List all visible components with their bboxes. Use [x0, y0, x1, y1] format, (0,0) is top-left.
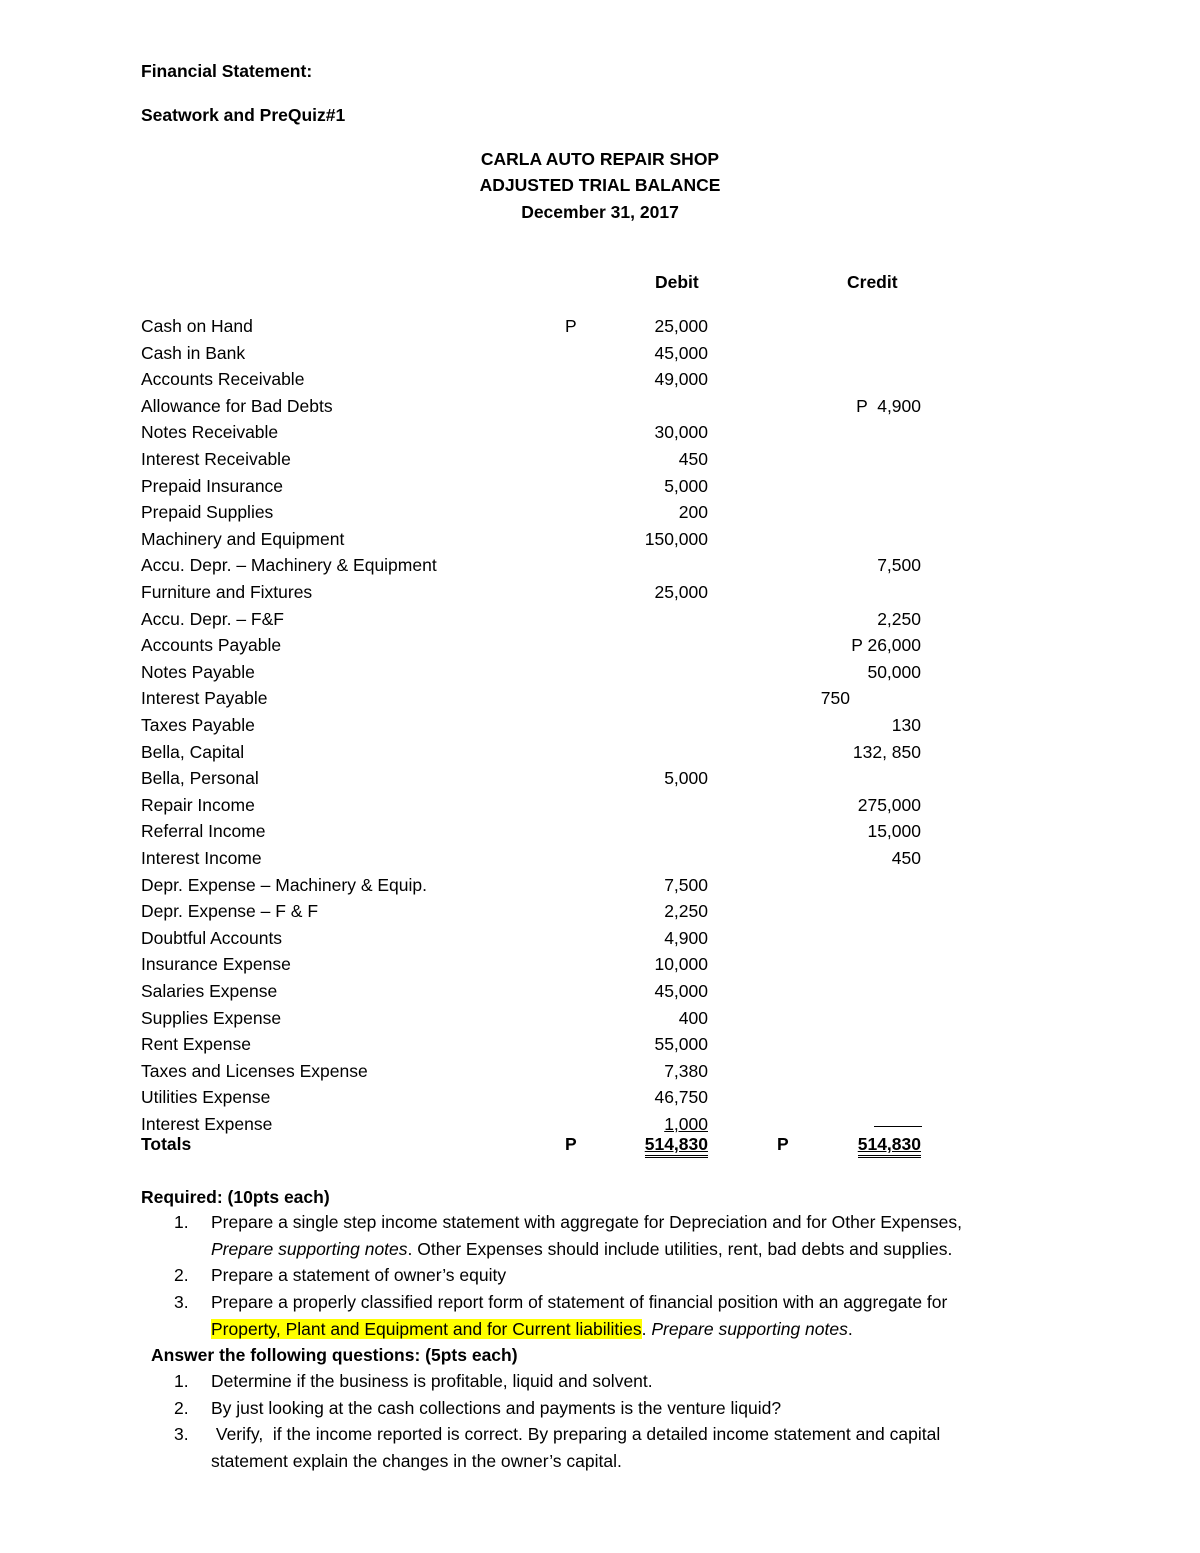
table-row — [0, 714, 1200, 740]
credit-subtotal-line — [874, 1126, 922, 1127]
table-row — [0, 741, 1200, 767]
account-name: Prepaid Supplies — [141, 502, 274, 523]
account-name: Notes Payable — [141, 661, 255, 682]
credit-amount: 275,000 — [857, 794, 921, 815]
credit-column-header: Credit — [847, 272, 898, 292]
company-name: CARLA AUTO REPAIR SHOP — [480, 149, 720, 169]
debit-amount: 450 — [678, 449, 708, 469]
required-item-text: Prepare a statement of owner’s equity — [211, 1265, 507, 1286]
credit-amount: 50,000 — [867, 661, 921, 682]
table-row — [0, 608, 1200, 634]
table-row — [0, 794, 1200, 820]
table-row — [0, 927, 1200, 953]
debit-amount: 25,000 — [654, 582, 708, 602]
table-row — [0, 554, 1200, 580]
table-row — [0, 634, 1200, 660]
debit-amount: 7,500 — [664, 874, 708, 895]
required-heading: Required: (10pts each) — [141, 1187, 330, 1207]
debit-amount: 5,000 — [664, 475, 708, 496]
account-name: Cash on Hand — [141, 316, 253, 336]
totals-debit-peso: P — [565, 1134, 577, 1154]
table-row — [0, 820, 1200, 846]
required-list — [174, 1209, 962, 1343]
document-title: Financial Statement: — [141, 61, 313, 81]
debit-column-header: Debit — [655, 272, 699, 292]
question-text: statement explain the changes in the owner’s capital. — [211, 1451, 622, 1472]
required-item-number: 1. — [174, 1212, 189, 1232]
question-text: By just looking at the cash collections and payments is the venture liquid? — [211, 1397, 782, 1418]
account-name: Utilities Expense — [141, 1087, 271, 1108]
required-item — [174, 1289, 962, 1342]
required-item-text: Prepare a properly classified report form of statement of financial position with an aggregate for — [211, 1292, 948, 1313]
credit-amount: 130 — [891, 715, 921, 735]
credit-amount: 450 — [891, 848, 921, 868]
report-date: December 31, 2017 — [521, 202, 679, 222]
account-name: Rent Expense — [141, 1034, 251, 1055]
table-row — [0, 900, 1200, 926]
table-row — [0, 767, 1200, 793]
table-row — [0, 874, 1200, 900]
account-name: Interest Expense — [141, 1114, 273, 1134]
required-item-number: 3. — [174, 1292, 189, 1313]
account-name: Furniture and Fixtures — [141, 582, 313, 602]
debit-amount: 7,380 — [664, 1060, 708, 1081]
table-row — [0, 687, 1200, 713]
account-name: Interest Payable — [141, 688, 268, 709]
table-row — [0, 581, 1200, 607]
highlighted-text: Property, Plant and Equipment and for Current liabilities — [211, 1318, 642, 1339]
table-row — [0, 475, 1200, 501]
account-name: Accu. Depr. – F&F — [141, 608, 284, 629]
question-item — [174, 1368, 940, 1395]
account-name: Doubtful Accounts — [141, 927, 283, 948]
question-text: Determine if the business is profitable, liquid and solvent. — [211, 1371, 653, 1391]
table-row — [0, 1033, 1200, 1059]
account-name: Supplies Expense — [141, 1007, 282, 1028]
debit-amount: 400 — [678, 1007, 708, 1028]
debit-amount: 45,000 — [654, 981, 708, 1001]
totals-debit: 514,830 — [645, 1133, 708, 1158]
question-item — [174, 1421, 941, 1474]
credit-amount: 132, 850 — [852, 741, 921, 762]
account-name: Accu. Depr. – Machinery & Equipment — [141, 555, 437, 576]
credit-amount: 750 — [820, 688, 850, 709]
table-row — [0, 501, 1200, 527]
table-row — [0, 315, 1200, 341]
account-name: Depr. Expense – Machinery & Equip. — [141, 874, 427, 895]
account-name: Prepaid Insurance — [141, 475, 284, 496]
question-number: 2. — [174, 1397, 189, 1418]
required-item-number: 2. — [174, 1265, 189, 1286]
totals-credit-peso: P — [777, 1134, 789, 1154]
account-name: Interest Receivable — [141, 449, 291, 469]
questions-heading: Answer the following questions: (5pts each) — [151, 1345, 518, 1365]
question-item — [174, 1395, 940, 1422]
table-row — [0, 421, 1200, 447]
debit-amount: 1,000 — [664, 1114, 708, 1134]
account-name: Bella, Personal — [141, 768, 259, 789]
debit-peso-sign: P — [565, 316, 577, 336]
table-row — [0, 342, 1200, 368]
credit-amount: P 26,000 — [851, 635, 921, 656]
totals-row — [0, 1133, 1200, 1159]
question-number: 1. — [174, 1371, 189, 1391]
debit-amount: 150,000 — [644, 528, 708, 549]
required-item-text: . — [641, 1318, 652, 1339]
required-item-italic: Prepare supporting notes — [651, 1318, 848, 1339]
debit-amount: 46,750 — [654, 1087, 708, 1108]
account-name: Taxes and Licenses Expense — [141, 1060, 368, 1081]
account-name: Interest Income — [141, 848, 262, 868]
table-row — [0, 1060, 1200, 1086]
credit-amount: 2,250 — [877, 608, 921, 629]
account-name: Machinery and Equipment — [141, 528, 345, 549]
account-name: Salaries Expense — [141, 981, 278, 1001]
debit-amount: 49,000 — [654, 369, 708, 390]
question-text: Verify, if the income reported is correct. By preparing a detailed income statement and capital — [211, 1424, 941, 1445]
account-name: Notes Receivable — [141, 422, 279, 443]
totals-label: Totals — [141, 1134, 192, 1154]
account-name: Repair Income — [141, 794, 255, 815]
debit-amount: 30,000 — [654, 422, 708, 443]
table-row — [0, 847, 1200, 873]
debit-amount: 200 — [678, 502, 708, 523]
required-item — [174, 1209, 962, 1262]
table-row — [0, 980, 1200, 1006]
debit-amount: 55,000 — [654, 1034, 708, 1055]
table-row — [0, 368, 1200, 394]
account-name: Insurance Expense — [141, 954, 291, 975]
credit-amount: 15,000 — [867, 821, 921, 842]
document-subtitle: Seatwork and PreQuiz#1 — [141, 105, 346, 125]
table-row — [0, 528, 1200, 554]
credit-amount: P 4,900 — [856, 395, 921, 416]
table-row — [0, 661, 1200, 687]
account-name: Accounts Payable — [141, 635, 282, 656]
debit-amount: 2,250 — [664, 901, 708, 922]
account-name: Cash in Bank — [141, 342, 246, 363]
question-number: 3. — [174, 1424, 189, 1445]
required-item-text: Prepare a single step income statement with aggregate for Depreciation and for Other Expenses, — [211, 1212, 962, 1232]
table-row — [0, 1007, 1200, 1033]
questions-list — [174, 1368, 941, 1475]
credit-amount: 7,500 — [877, 555, 921, 576]
table-row — [0, 953, 1200, 979]
account-name: Accounts Receivable — [141, 369, 305, 390]
debit-amount: 45,000 — [654, 342, 708, 363]
required-item-text: . Other Expenses should include utilities, rent, bad debts and supplies. — [407, 1238, 953, 1259]
table-row — [0, 1086, 1200, 1112]
debit-amount: 25,000 — [654, 316, 708, 336]
account-name: Bella, Capital — [141, 741, 245, 762]
table-row — [0, 395, 1200, 421]
required-item — [174, 1262, 962, 1289]
report-name: ADJUSTED TRIAL BALANCE — [479, 175, 721, 195]
account-name: Taxes Payable — [141, 715, 255, 735]
account-name: Referral Income — [141, 821, 266, 842]
debit-amount: 5,000 — [664, 768, 708, 789]
required-item-italic: Prepare supporting notes — [211, 1238, 408, 1259]
table-row — [0, 448, 1200, 474]
account-name: Allowance for Bad Debts — [141, 395, 333, 416]
totals-credit: 514,830 — [858, 1133, 921, 1158]
required-item-text: . — [847, 1318, 853, 1339]
account-name: Depr. Expense – F & F — [141, 901, 319, 922]
debit-amount: 10,000 — [654, 954, 708, 975]
debit-amount: 4,900 — [664, 927, 708, 948]
